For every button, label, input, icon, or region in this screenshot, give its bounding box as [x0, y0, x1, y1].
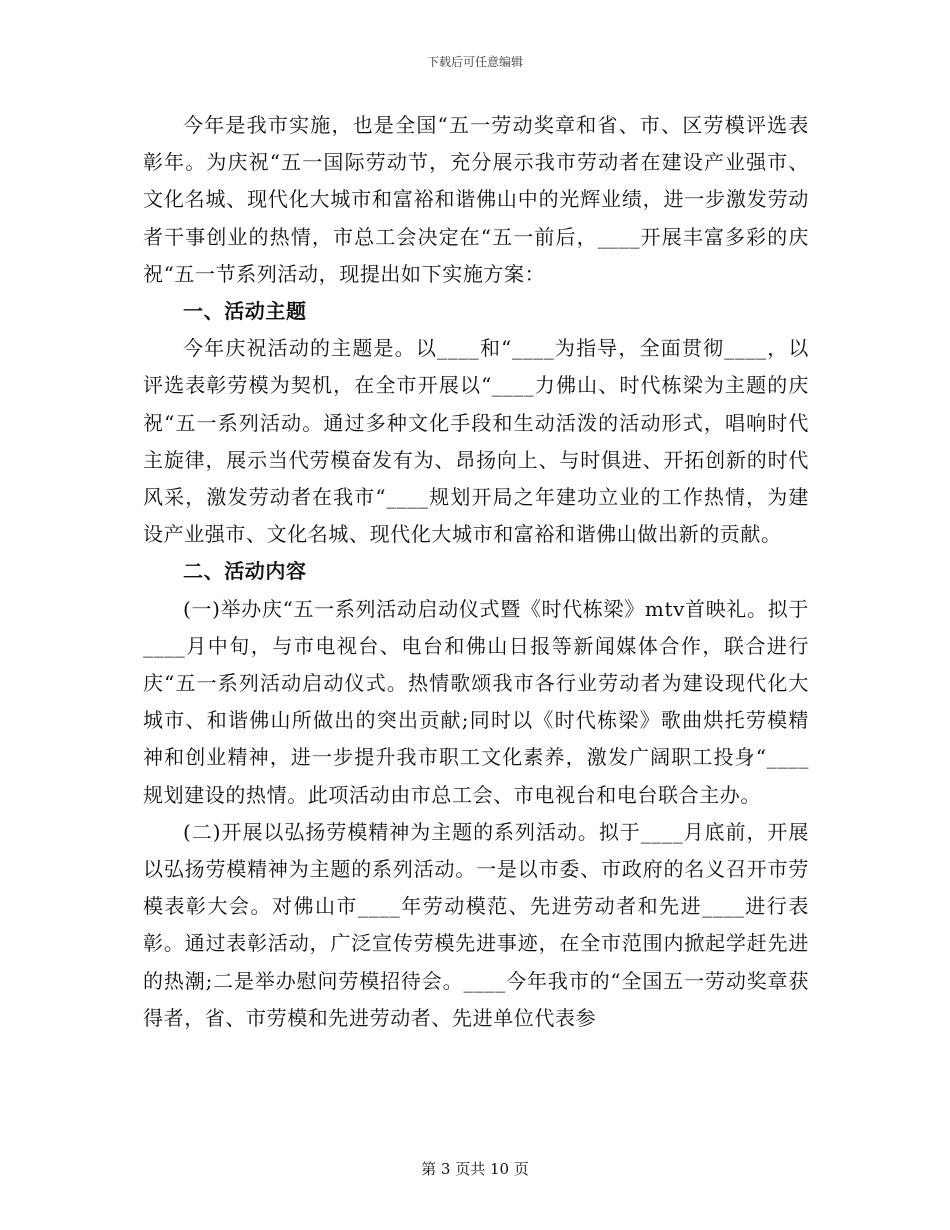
- document-body: [143, 107, 809, 1037]
- section-heading-content: 二、活动内容: [183, 559, 307, 584]
- content-item-1: (一)举办庆“五一系列活动启动仪式暨《时代栋梁》mtv首映礼。拟于____月中旬，与市电视台、电台和佛山日报等新闻媒体合作，联合进行庆“五一系列活动启动仪式。热情歌颂我市各行业劳动者为建设现代化大城市、和谐佛山所做出的突出贡献;同时以《时代栋梁》歌曲烘托劳模精神和创业精神，进一步提升我市职工文化素养，激发广阔职工投身“____规划建设的热情。此项活动由市总工会、市电视台和电台联合主办。: [143, 596, 809, 807]
- intro-paragraph: 今年是我市实施，也是全国“五一劳动奖章和省、市、区劳模评选表彰年。为庆祝“五一国际劳动节，充分展示我市劳动者在建设产业强市、文化名城、现代化大城市和富裕和谐佛山中的光辉业绩，进一步激发劳动者干事创业的热情，市总工会决定在“五一前后，____开展丰富多彩的庆祝“五一节系列活动，现提出如下实施方案：: [143, 113, 809, 286]
- section-heading-theme: 一、活动主题: [183, 299, 307, 324]
- page-header: 下载后可任意编辑: [426, 55, 523, 69]
- page-number: 第 3 页共 10 页: [421, 1160, 529, 1178]
- content-item-2: (二)开展以弘扬劳模精神为主题的系列活动。拟于____月底前，开展以弘扬劳模精神为主题的系列活动。一是以市委、市政府的名义召开市劳模表彰大会。对佛山市____年劳动模范、先进劳动者和先进____进行表彰。通过表彰活动，广泛宣传劳模先进事迹，在全市范围内掀起学赶先进的热潮;二是举办慰问劳模招待会。____今年我市的“全国五一劳动奖章获得者，省、市劳模和先进劳动者、先进单位代表参: [143, 819, 809, 1030]
- theme-paragraph: 今年庆祝活动的主题是。以____和“____为指导，全面贯彻____，以评选表彰劳模为契机，在全市开展以“____力佛山、时代栋梁为主题的庆祝“五一系列活动。通过多种文化手段和生动活泼的活动形式，唱响时代主旋律，展示当代劳模奋发有为、昂扬向上、与时俱进、开拓创新的时代风采，激发劳动者在我市“____规划开局之年建功立业的工作热情，为建设产业强市、文化名城、现代化大城市和富裕和谐佛山做出新的贡献。: [143, 336, 809, 547]
